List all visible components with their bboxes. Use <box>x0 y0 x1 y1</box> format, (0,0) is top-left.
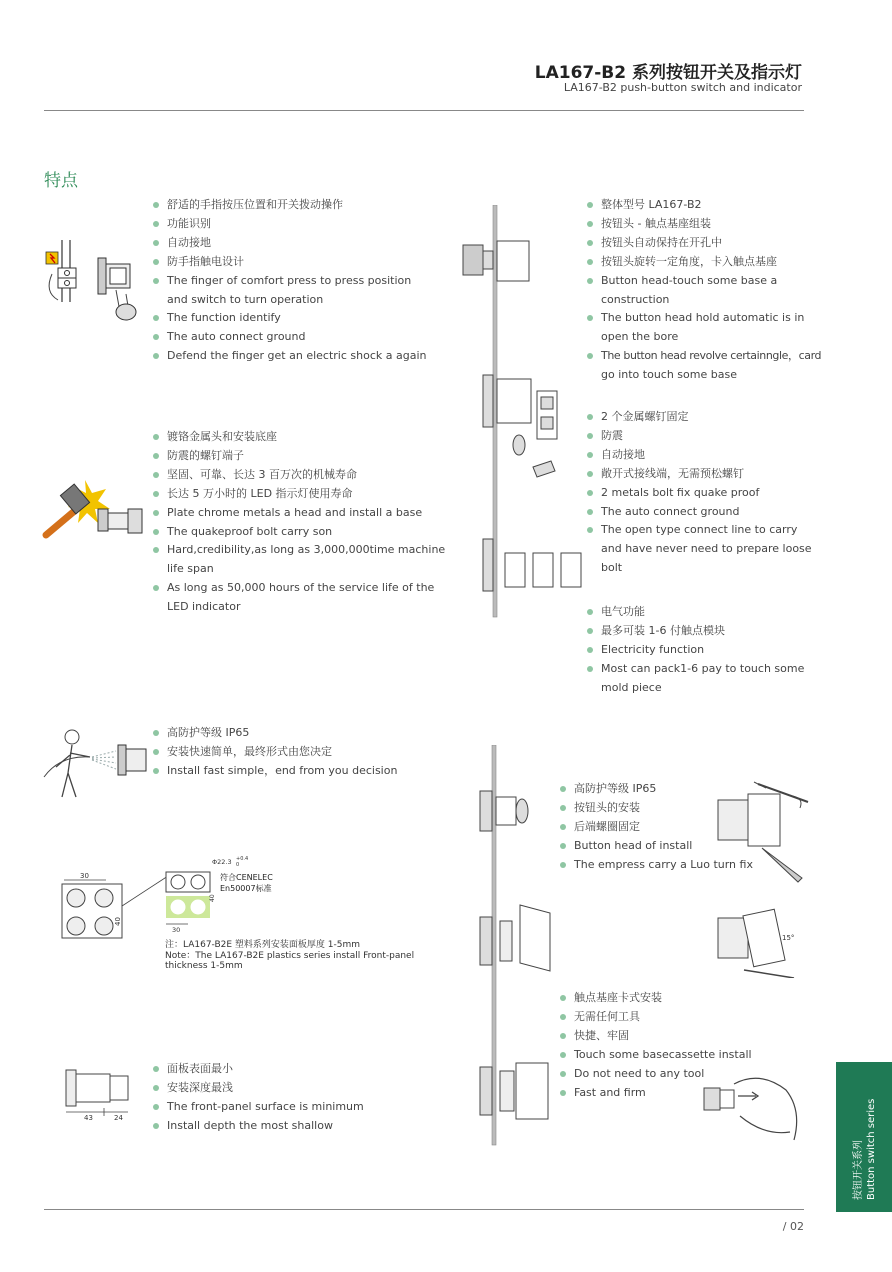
feature-list-assembly <box>587 196 821 385</box>
feature-list-bolts <box>587 408 812 578</box>
list-item: The open type connect line to carry <box>587 521 812 540</box>
list-item-continuation: life span <box>167 562 214 576</box>
list-item: 自动接地 <box>153 234 426 253</box>
dim-tolerance: +0.4 <box>236 856 249 862</box>
list-item-continuation: bolt <box>601 561 623 575</box>
panel-thickness-note <box>165 940 414 972</box>
list-item: 无需任何工具 <box>560 1008 752 1027</box>
dim-30-bottom: 30 <box>172 926 181 934</box>
list-item: 防震 <box>587 427 812 446</box>
list-item: 舒适的手指按压位置和开关拨动操作 <box>153 196 426 215</box>
list-item-continuation: open the bore <box>601 330 679 344</box>
page-title: LA167-B2 系列按钮开关及指示灯 <box>534 63 802 83</box>
screwdriver-illustration <box>714 778 814 978</box>
list-item: Do not need to any tool <box>560 1065 752 1084</box>
series-tab-text <box>836 1062 892 1212</box>
panel-depth-drawing <box>58 1062 148 1124</box>
assembly-illustration <box>455 205 585 620</box>
list-item: 快捷、牢固 <box>560 1027 752 1046</box>
note-line: thickness 1-5mm <box>165 961 243 971</box>
mounting-dimension-drawing <box>58 850 328 940</box>
list-item-continuation: mold piece <box>601 680 662 694</box>
footer-divider <box>44 1209 804 1210</box>
hammer-impact-illustration <box>40 475 150 550</box>
list-item: Plate chrome metals a head and install a base <box>153 504 445 523</box>
list-item: 安装快速简单，最终形式由您决定 <box>153 743 397 762</box>
list-item: Touch some basecassette install <box>560 1046 752 1065</box>
dim-phi: Φ22.3 <box>212 858 232 866</box>
water-spray-illustration <box>40 725 152 805</box>
series-side-tab <box>836 1062 892 1212</box>
list-item: 坚固、可靠、长达 3 百万次的机械寿命 <box>153 466 445 485</box>
list-item: Install fast simple，end from you decision <box>153 762 397 781</box>
list-item: 敞开式接线端，无需预松螺钉 <box>587 465 812 484</box>
list-item: Electricity function <box>587 641 804 660</box>
list-item-continuation: construction <box>601 292 670 306</box>
list-item: The button head hold automatic is in <box>587 309 821 328</box>
list-item: 功能识别 <box>153 215 426 234</box>
feature-list-electric <box>587 603 804 698</box>
list-item-continuation: and have never need to prepare loose <box>601 542 812 556</box>
list-item: 按钮头的安装 <box>560 799 753 818</box>
list-item: 按钮头 - 触点基座组装 <box>587 215 821 234</box>
list-item: Fast and firm <box>560 1084 752 1103</box>
list-item: 2 个金属螺钉固定 <box>587 408 812 427</box>
list-item: The quakeproof bolt carry son <box>153 523 445 542</box>
list-item: 电气功能 <box>587 603 804 622</box>
list-item: 高防护等级 IP65 <box>153 724 397 743</box>
note-line: 注：LA167-B2E 塑料系列安装面板厚度 1-5mm <box>165 940 361 950</box>
list-item: Install depth the most shallow <box>153 1117 364 1136</box>
list-item-continuation: go into touch some base <box>601 368 737 382</box>
list-item: 长达 5 万小时的 LED 指示灯使用寿命 <box>153 485 445 504</box>
list-item-continuation: and switch to turn operation <box>167 292 324 306</box>
list-item: As long as 50,000 hours of the service life of the <box>153 579 445 598</box>
list-item: 最多可装 1-6 付触点模块 <box>587 622 804 641</box>
page-subtitle: LA167-B2 push-button switch and indicator <box>563 81 802 94</box>
list-item: 整体型号 LA167-B2 <box>587 196 821 215</box>
list-item: 面板表面最小 <box>153 1060 364 1079</box>
dim-tolerance-zero: 0 <box>236 862 240 868</box>
list-item: 防手指触电设计 <box>153 253 426 272</box>
list-item: The button head revolve certainngle，card <box>587 347 821 366</box>
finger-protection-illustration <box>40 232 150 327</box>
cenelec-line-1: 符合CENELEC <box>220 873 273 882</box>
dim-30-top: 30 <box>80 872 89 880</box>
list-item: Button head-touch some base a <box>587 272 821 291</box>
list-item: 高防护等级 IP65 <box>560 780 753 799</box>
list-item: 后端螺圈固定 <box>560 818 753 837</box>
list-item: 防震的螺钉端子 <box>153 447 445 466</box>
hand-install-illustration <box>700 1060 810 1150</box>
feature-list-comfort <box>153 196 426 366</box>
list-item: The front-panel surface is minimum <box>153 1098 364 1117</box>
list-item: Defend the finger get an electric shock a again <box>153 347 426 366</box>
list-item: 触点基座卡式安装 <box>560 989 752 1008</box>
series-tab-cn: 按钮开关系列 <box>853 1140 864 1200</box>
cenelec-line-2: En50007标准 <box>220 884 272 893</box>
header-divider <box>44 110 804 111</box>
list-item: 按钮头旋转一定角度，卡入触点基座 <box>587 253 821 272</box>
dim-40-right: 40 <box>209 894 216 902</box>
list-item: The auto connect ground <box>153 328 426 347</box>
feature-list-panel <box>153 1060 364 1136</box>
list-item: Hard,credibility,as long as 3,000,000time machine <box>153 541 445 560</box>
dim-43: 43 <box>84 1114 93 1122</box>
section-heading: 特点 <box>44 171 78 191</box>
list-item: 2 metals bolt fix quake proof <box>587 484 812 503</box>
list-item: The function identify <box>153 309 426 328</box>
list-item: Most can pack1-6 pay to touch some <box>587 660 804 679</box>
series-tab-en: Button switch series <box>866 1098 877 1200</box>
list-item: 安装深度最浅 <box>153 1079 364 1098</box>
list-item: 镀铬金属头和安装底座 <box>153 428 445 447</box>
list-item-continuation: LED indicator <box>167 600 241 614</box>
list-item: 按钮头自动保持在开孔中 <box>587 234 821 253</box>
dim-24: 24 <box>114 1114 123 1122</box>
list-item: The finger of comfort press to press position <box>153 272 426 291</box>
panel-mount-illustration <box>470 745 560 1150</box>
list-item: Button head of install <box>560 837 753 856</box>
page-number: / 02 <box>782 1220 804 1233</box>
angle-15: 15° <box>782 934 795 942</box>
feature-list-ip65 <box>153 724 397 781</box>
list-item: The empress carry a Luo turn fix <box>560 856 753 875</box>
feature-list-metal <box>153 428 445 617</box>
note-line: Note：The LA167-B2E plastics series install Front-panel <box>165 950 415 961</box>
dim-40-left: 40 <box>114 917 122 926</box>
list-item: The auto connect ground <box>587 503 812 522</box>
list-item: 自动接地 <box>587 446 812 465</box>
